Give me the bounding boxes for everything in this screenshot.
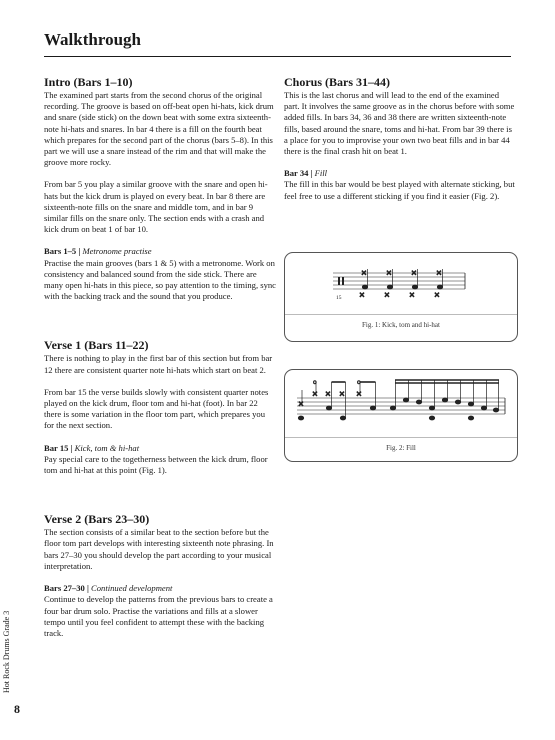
- svg-text:×: ×: [339, 390, 345, 398]
- svg-text:o: o: [357, 379, 361, 386]
- section-chorus: [284, 75, 516, 202]
- figure-1-caption: Fig. 1: Kick, tom and hi-hat: [362, 321, 440, 329]
- right-column: [284, 75, 516, 202]
- title-rule: [44, 56, 511, 57]
- svg-text:o: o: [313, 379, 317, 386]
- intro-paragraph-1: The examined part starts from the second chorus of the original recording. The groove is based on off-beat open hi-hats, kick drum and snare (side stick) on the down beat with some extra sixteenth-note hi-hats and snares. In bar 4 there is a fill on the fourth beat which prepares for the second part of the chorus (bars 5–8). In this part we will use a snare instead of the rim and that will make the groove more rocky.: [44, 90, 274, 168]
- verse1-paragraph-3: Pay special care to the togetherness between the kick drum, floor tom and hi-hat at this point (Fig. 1).: [44, 453, 268, 476]
- intro-subheading-topic: Metronome practise: [82, 246, 152, 257]
- verse2-heading: Verse 2 (Bars 23–30): [44, 512, 150, 527]
- fig1-notes: [359, 269, 443, 299]
- intro-subheading-bars: Bars 1–5 |: [44, 246, 81, 257]
- svg-text:×: ×: [409, 291, 415, 299]
- figure-2-divider: [285, 437, 517, 438]
- svg-text:×: ×: [298, 400, 304, 408]
- verse1-paragraph-1: There is nothing to play in the first bar of this section but from bar 12 there are consistent quarter note hi-hats which start on beat 2.: [44, 353, 273, 375]
- verse1-paragraph-2: From bar 15 the verse builds slowly with consistent quarter notes played on the kick drum, floor tom and hi-hat (foot). In bar 22 there is some variation in the floor tom part, which prepares you for the next section.: [44, 386, 269, 431]
- svg-text:×: ×: [325, 390, 331, 398]
- intro-heading: Intro (Bars 1–10): [44, 75, 133, 89]
- figure-2-caption: Fig. 2: Fill: [386, 444, 416, 452]
- verse2-paragraph-1: The section consists of a similar beat to the section before but the floor tom part develops with interesting sixteenth note phrasing. In bars 27–30 you should develop the part according to your musical interpretation.: [44, 527, 274, 571]
- fig1-staff-lines: [333, 273, 465, 289]
- chorus-subheading-topic: Fill: [314, 168, 328, 179]
- figure-1-notation: [285, 253, 517, 313]
- svg-text:×: ×: [356, 390, 362, 398]
- svg-text:×: ×: [434, 291, 440, 299]
- verse2-paragraph-2: Continue to develop the patterns from the previous bars to create a four bar drum solo. Practise the variations and fills at a slower tempo until you feel confident to attempt these with the backing track.: [44, 594, 273, 638]
- chorus-heading: Chorus (Bars 31–44): [284, 75, 391, 89]
- intro-paragraph-3: Practise the main grooves (bars 1 & 5) with a metronome. Work on consistency and balanced sound from the side stick. There are many open hi-hats in this piece, so pay attention to the timing, sync with the backing track and the sound that you produce.: [44, 257, 276, 302]
- left-column: [44, 75, 276, 639]
- book-title-sidebar: Hot Rock Drums Grade 3: [2, 610, 11, 693]
- figure-1-divider: [285, 314, 517, 315]
- svg-text:×: ×: [359, 291, 365, 299]
- figure-1-box: [284, 252, 518, 342]
- verse2-subheading: [44, 583, 276, 594]
- chorus-paragraph-2: The fill in this bar would be best played with alternate sticking, but feel free to use a different sticking if you find it easier (Fig. 2).: [284, 179, 515, 201]
- fig1-beat-4: [434, 269, 443, 299]
- section-verse1: [44, 338, 276, 476]
- page-title: Walkthrough: [44, 30, 142, 49]
- svg-text:×: ×: [436, 269, 442, 277]
- svg-text:×: ×: [361, 269, 367, 277]
- verse1-subheading-topic: Kick, tom & hi-hat: [74, 442, 140, 453]
- fig1-beat-1: [359, 269, 368, 299]
- chorus-paragraph-1: This is the last chorus and will lead to the end of the examined part. It involves the same groove as in the chorus before with some added fills. In bars 34, 36 and 38 there are written sixteenth-note fills, based around the snare, toms and hi-hat. From bar 39 there is a place for you to improvise your own two beat fills and in bar 44 there is the final crash hit on beat 1.: [284, 90, 515, 157]
- svg-text:×: ×: [384, 291, 390, 299]
- verse1-subheading: [44, 443, 276, 454]
- intro-subheading: [44, 246, 276, 257]
- intro-paragraph-2: From bar 5 you play a similar groove with the snare and open hi-hats but the kick drum is played on every beat. In bar 8 there are sixteenth-note fills on the snare and middle tom, and in bar 9 similar fills on the snare only. The section ends with a crash and kick drum on beat 1 of bar 10.: [44, 179, 268, 235]
- svg-text:×: ×: [411, 269, 417, 277]
- svg-text:×: ×: [386, 269, 392, 277]
- verse1-subheading-bars: Bar 15 |: [44, 442, 73, 453]
- chorus-subheading-bars: Bar 34 |: [284, 168, 313, 179]
- verse1-heading: Verse 1 (Bars 11–22): [44, 338, 149, 353]
- fig1-beat-3: [409, 269, 418, 299]
- verse2-subheading-topic: Continued development: [91, 583, 173, 594]
- svg-text:×: ×: [312, 390, 318, 398]
- verse2-subheading-bars: Bars 27–30 |: [44, 583, 89, 594]
- fig1-beat-2: [384, 269, 393, 299]
- fig1-bar-number: 15: [336, 295, 342, 301]
- page-number: 8: [14, 702, 20, 716]
- section-verse2: [44, 512, 276, 639]
- figure-2-box: [284, 369, 518, 462]
- figure-2-notation: [285, 370, 517, 436]
- section-intro: [44, 75, 276, 302]
- chorus-subheading: [284, 168, 516, 179]
